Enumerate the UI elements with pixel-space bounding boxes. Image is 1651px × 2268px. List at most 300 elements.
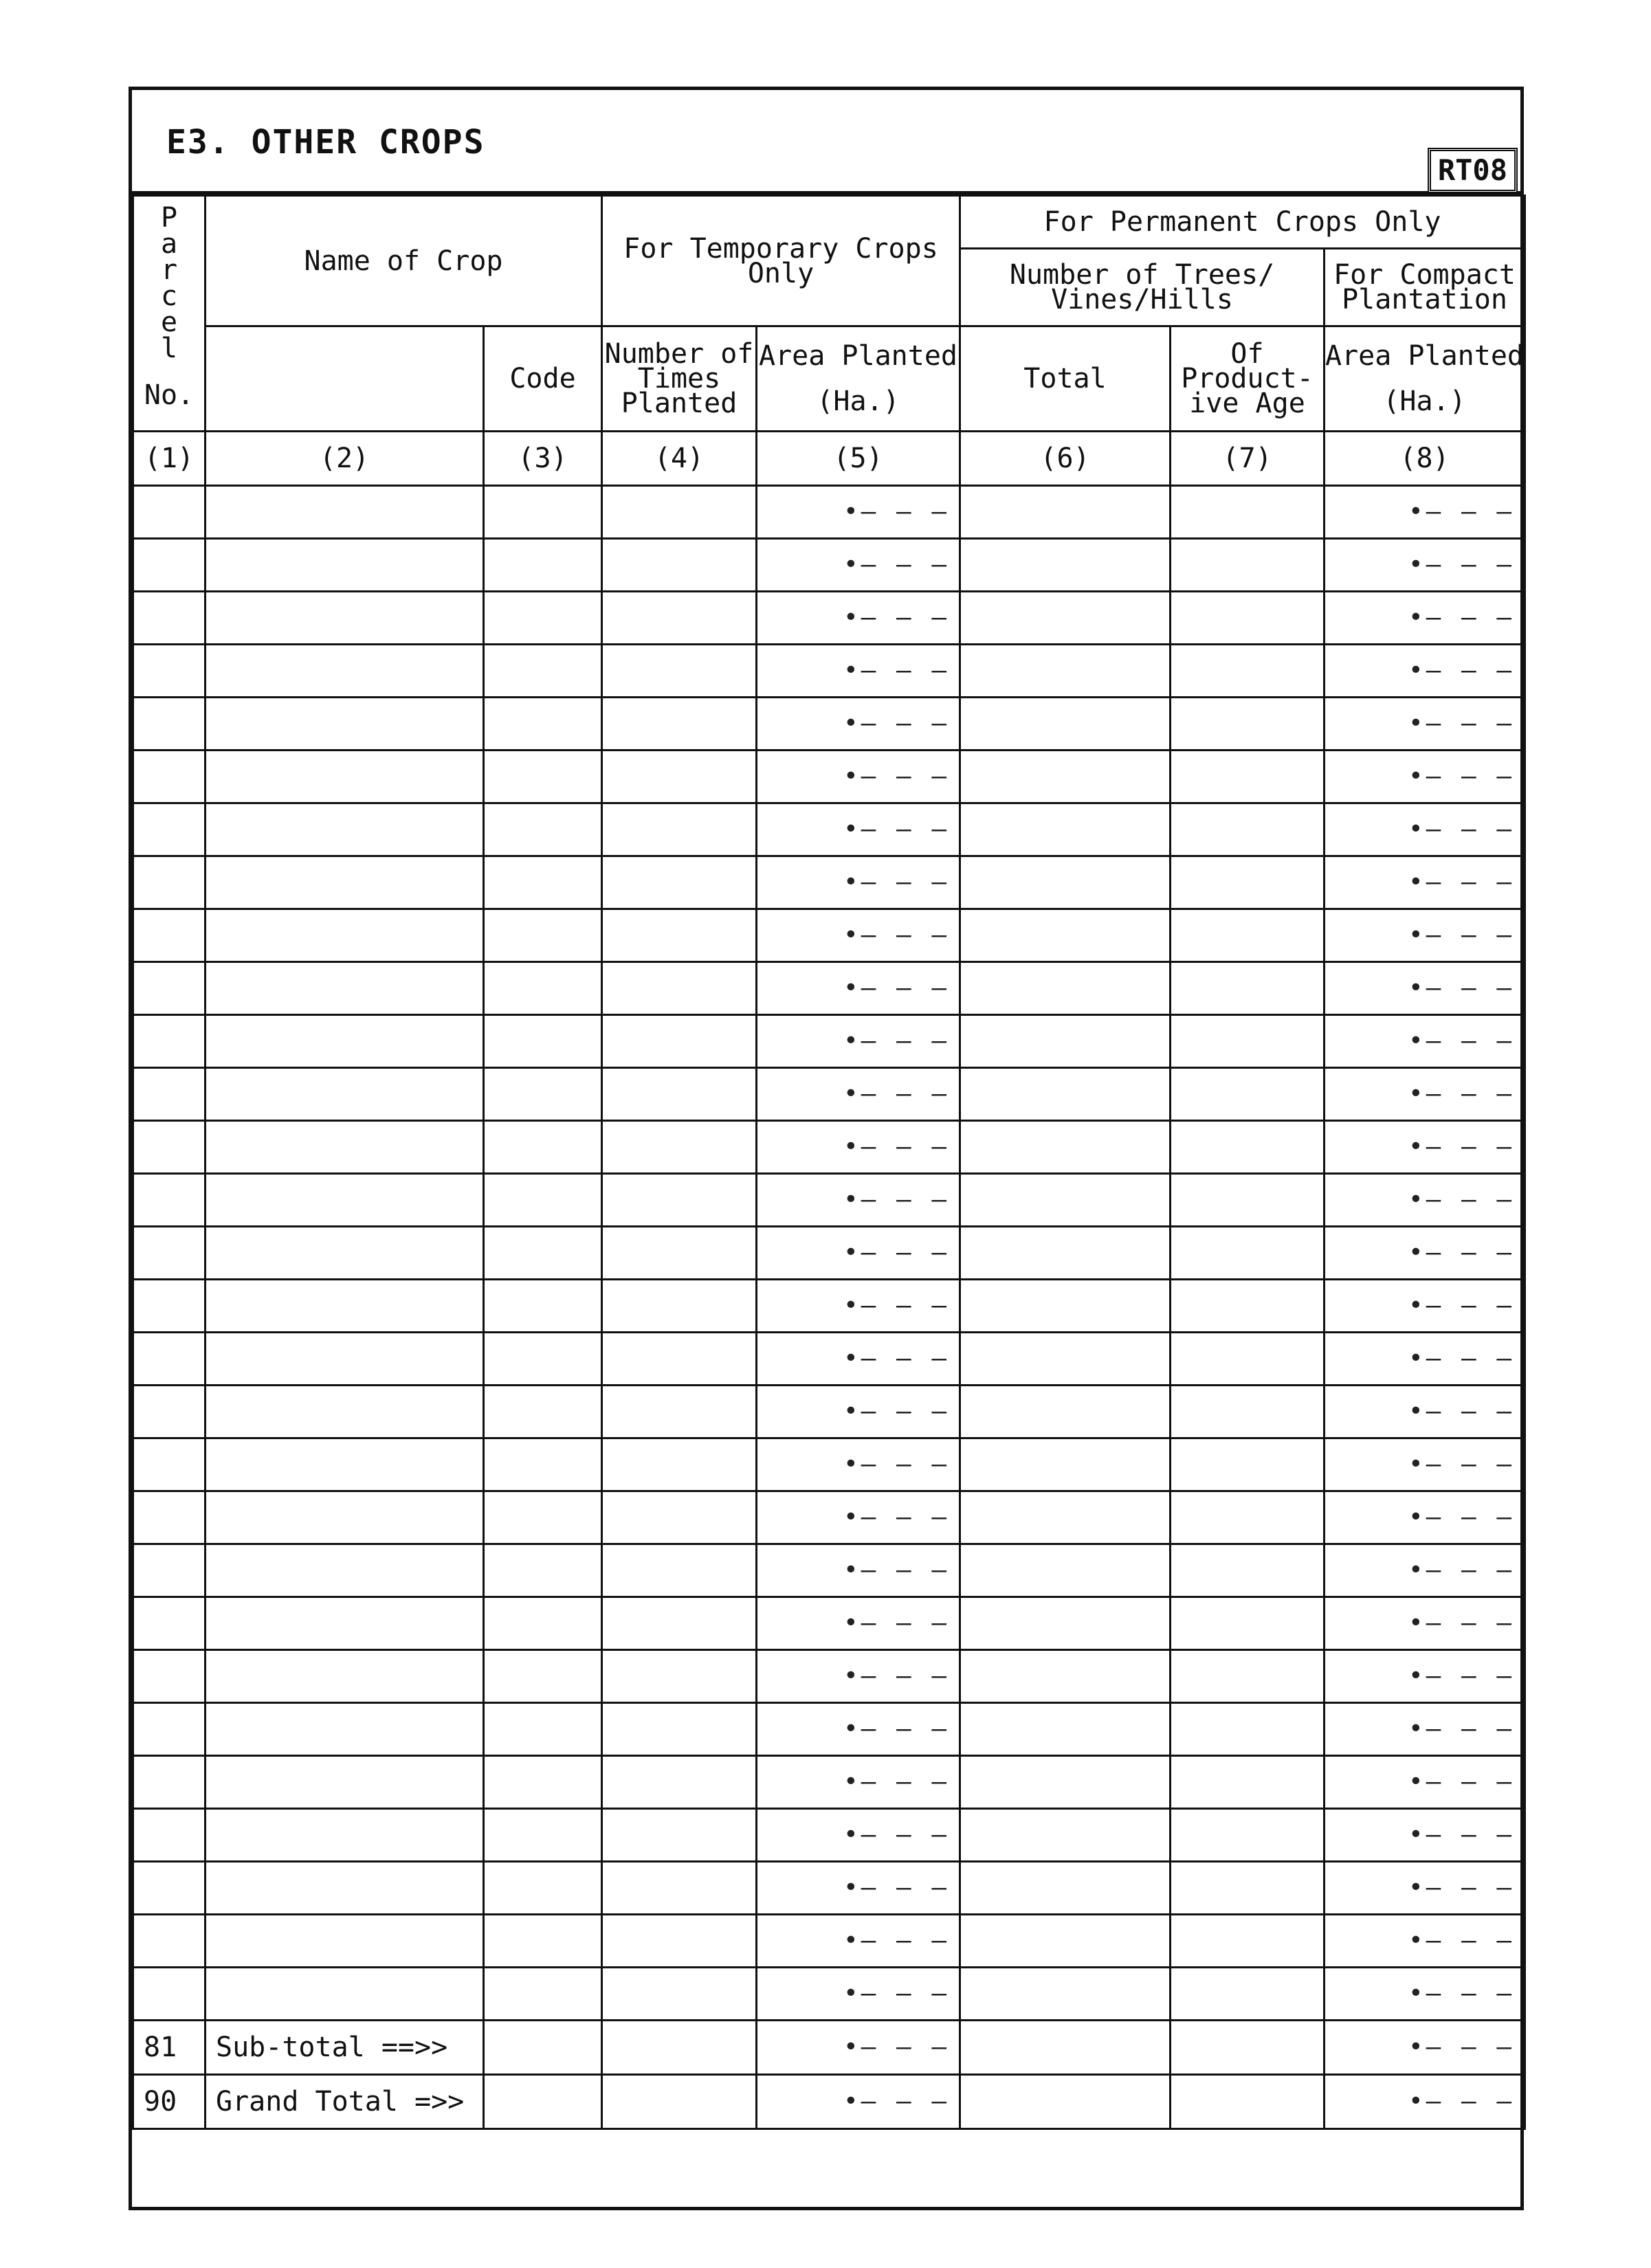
times-planted-cell[interactable]	[602, 962, 757, 1015]
times-planted-cell[interactable]	[602, 909, 757, 962]
area-planted-temp-cell[interactable]	[757, 1756, 960, 1809]
area-planted-temp-cell[interactable]	[757, 1597, 960, 1650]
times-planted-cell[interactable]	[602, 1597, 757, 1650]
decimal-placeholder: •– – –	[1408, 1503, 1515, 1531]
column-number-2: (2)	[206, 432, 484, 486]
productive-age-cell[interactable]	[1171, 1333, 1325, 1386]
times-planted-cell[interactable]	[602, 1333, 757, 1386]
column-number-8: (8)	[1325, 432, 1525, 486]
area-planted-temp-cell[interactable]	[757, 1438, 960, 1491]
decimal-placeholder: •– – –	[1408, 1768, 1515, 1796]
area-planted-compact-cell[interactable]	[1325, 539, 1525, 592]
trees-total-cell[interactable]	[960, 1121, 1171, 1174]
area-planted-compact-cell[interactable]	[1325, 1333, 1525, 1386]
table-row	[133, 856, 1525, 909]
area-planted-temp-cell[interactable]	[757, 856, 960, 909]
trees-total-cell[interactable]	[960, 1650, 1171, 1703]
area-planted-temp-cell[interactable]	[757, 1491, 960, 1544]
decimal-placeholder: •– – –	[843, 2033, 950, 2061]
trees-total-cell[interactable]	[960, 803, 1171, 856]
times-planted-cell[interactable]	[602, 539, 757, 592]
crop-name-cell[interactable]	[206, 1544, 484, 1597]
trees-total-cell[interactable]	[960, 1756, 1171, 1809]
area-planted-temp-cell[interactable]	[757, 1703, 960, 1756]
parcel-letter: l	[160, 333, 178, 364]
crop-code-cell[interactable]	[484, 1174, 602, 1227]
area-planted-compact-cell[interactable]	[1325, 1280, 1525, 1333]
crop-code-cell[interactable]	[484, 803, 602, 856]
area-planted-temp-cell[interactable]	[757, 962, 960, 1015]
area-planted-temp-cell[interactable]	[757, 486, 960, 539]
trees-total-cell[interactable]	[960, 1597, 1171, 1650]
decimal-placeholder: •– – –	[843, 974, 950, 1002]
parcel-no-cell[interactable]	[133, 698, 206, 751]
crop-name-cell[interactable]	[206, 1174, 484, 1227]
area-planted-temp-cell[interactable]	[757, 1968, 960, 2021]
area-planted-compact-cell[interactable]	[1325, 1703, 1525, 1756]
decimal-placeholder: •– – –	[1408, 1133, 1515, 1161]
crop-code-cell[interactable]	[484, 1544, 602, 1597]
area-planted-temp-cell[interactable]	[757, 1386, 960, 1438]
area-planted-compact-cell[interactable]	[1325, 856, 1525, 909]
crop-name-cell[interactable]	[206, 1280, 484, 1333]
temporary-crops-header: For Temporary Crops Only	[602, 196, 960, 326]
crop-name-cell[interactable]	[206, 1121, 484, 1174]
crop-code-cell[interactable]	[484, 962, 602, 1015]
trees-total-cell[interactable]	[960, 909, 1171, 962]
trees-total-cell[interactable]	[960, 1862, 1171, 1915]
area-planted-compact-cell[interactable]	[1325, 592, 1525, 645]
trees-total-cell[interactable]	[960, 1544, 1171, 1597]
parcel-no-cell[interactable]	[133, 1121, 206, 1174]
total-code-cell[interactable]	[484, 2075, 602, 2129]
crop-code-cell[interactable]	[484, 909, 602, 962]
times-planted-cell[interactable]	[602, 1438, 757, 1491]
crop-name-cell[interactable]	[206, 962, 484, 1015]
times-planted-cell[interactable]	[602, 1386, 757, 1438]
total-area-compact-cell[interactable]	[1325, 2075, 1525, 2129]
code-header: Code	[484, 326, 602, 432]
total-productive-cell[interactable]	[1171, 2021, 1325, 2075]
crop-name-cell[interactable]	[206, 1597, 484, 1650]
area-planted-temp-cell[interactable]	[757, 1015, 960, 1068]
times-planted-cell[interactable]	[602, 698, 757, 751]
crop-code-cell[interactable]	[484, 539, 602, 592]
table-row	[133, 909, 1525, 962]
crop-code-cell[interactable]	[484, 1756, 602, 1809]
decimal-placeholder: •– – –	[843, 1715, 950, 1743]
parcel-no-cell[interactable]	[133, 1015, 206, 1068]
productive-age-cell[interactable]	[1171, 1703, 1325, 1756]
crop-code-cell[interactable]	[484, 1438, 602, 1491]
times-planted-cell[interactable]	[602, 1068, 757, 1121]
area-planted-compact-cell[interactable]	[1325, 1544, 1525, 1597]
total-times-cell[interactable]	[602, 2075, 757, 2129]
crop-code-cell[interactable]	[484, 1703, 602, 1756]
parcel-no-cell[interactable]	[133, 803, 206, 856]
trees-total-cell[interactable]	[960, 1174, 1171, 1227]
times-planted-cell[interactable]	[602, 1280, 757, 1333]
total-area-temp-cell[interactable]	[757, 2021, 960, 2075]
area-planted-temp-cell[interactable]	[757, 1650, 960, 1703]
crop-code-cell[interactable]	[484, 1015, 602, 1068]
area-planted-compact-cell[interactable]	[1325, 1015, 1525, 1068]
crop-code-cell[interactable]	[484, 698, 602, 751]
total-productive-cell[interactable]	[1171, 2075, 1325, 2129]
area-planted-compact-cell[interactable]	[1325, 1491, 1525, 1544]
area-planted-temp-cell[interactable]	[757, 1544, 960, 1597]
crop-name-cell[interactable]	[206, 751, 484, 803]
parcel-no-cell[interactable]	[133, 1597, 206, 1650]
crop-name-cell[interactable]	[206, 1809, 484, 1862]
productive-age-cell[interactable]	[1171, 1597, 1325, 1650]
area-planted-compact-cell[interactable]	[1325, 698, 1525, 751]
times-planted-cell[interactable]	[602, 1544, 757, 1597]
trees-total-cell[interactable]	[960, 1915, 1171, 1968]
crop-name-cell[interactable]	[206, 803, 484, 856]
area-planted-temp-cell[interactable]	[757, 1280, 960, 1333]
times-planted-cell[interactable]	[602, 486, 757, 539]
subtotal-row	[133, 2021, 1525, 2075]
times-planted-cell[interactable]	[602, 1915, 757, 1968]
total-trees-cell[interactable]	[960, 2021, 1171, 2075]
parcel-no-cell[interactable]	[133, 1544, 206, 1597]
crop-name-cell[interactable]	[206, 486, 484, 539]
crop-name-cell[interactable]	[206, 592, 484, 645]
crop-code-cell[interactable]	[484, 1809, 602, 1862]
crop-code-cell[interactable]	[484, 1597, 602, 1650]
crop-code-cell[interactable]	[484, 592, 602, 645]
total-trees-cell[interactable]	[960, 2075, 1171, 2129]
table-row	[133, 645, 1525, 698]
decimal-placeholder: •– – –	[843, 709, 950, 737]
area-planted-compact-cell[interactable]	[1325, 1174, 1525, 1227]
crop-name-cell[interactable]	[206, 909, 484, 962]
crop-code-cell[interactable]	[484, 1386, 602, 1438]
column-number-4: (4)	[602, 432, 757, 486]
productive-age-cell[interactable]	[1171, 1068, 1325, 1121]
parcel-no-cell[interactable]	[133, 1650, 206, 1703]
area-planted-temp-cell[interactable]	[757, 1809, 960, 1862]
area-planted-temp-cell[interactable]	[757, 803, 960, 856]
trees-total-cell[interactable]	[960, 1015, 1171, 1068]
trees-total-cell[interactable]	[960, 962, 1171, 1015]
crop-name-cell[interactable]	[206, 1068, 484, 1121]
crop-code-cell[interactable]	[484, 751, 602, 803]
column-number-6: (6)	[960, 432, 1171, 486]
parcel-no-cell[interactable]	[133, 1491, 206, 1544]
crop-code-cell[interactable]	[484, 1227, 602, 1280]
parcel-no-cell[interactable]	[133, 1756, 206, 1809]
parcel-no-cell[interactable]	[133, 751, 206, 803]
decimal-placeholder: •– – –	[843, 1662, 950, 1690]
crop-code-cell[interactable]	[484, 1121, 602, 1174]
total-area-compact-cell[interactable]	[1325, 2021, 1525, 2075]
parcel-no-header	[133, 196, 206, 432]
decimal-placeholder: •– – –	[843, 1503, 950, 1531]
productive-age-cell[interactable]	[1171, 1968, 1325, 2021]
parcel-no-cell[interactable]	[133, 539, 206, 592]
times-planted-cell[interactable]	[602, 1121, 757, 1174]
productive-age-cell[interactable]	[1171, 1544, 1325, 1597]
productive-age-cell[interactable]	[1171, 486, 1325, 539]
total-code-cell[interactable]	[484, 2021, 602, 2075]
decimal-placeholder: •– – –	[1408, 603, 1515, 632]
times-planted-cell[interactable]	[602, 1174, 757, 1227]
area-unit-5: (Ha.)	[817, 386, 900, 417]
crop-code-cell[interactable]	[484, 1068, 602, 1121]
parcel-no-cell[interactable]	[133, 856, 206, 909]
times-planted-cell[interactable]	[602, 803, 757, 856]
times-planted-cell[interactable]	[602, 592, 757, 645]
decimal-placeholder: •– – –	[843, 1609, 950, 1637]
crop-code-cell[interactable]	[484, 486, 602, 539]
parcel-no-cell[interactable]	[133, 1333, 206, 1386]
parcel-no-label: No.	[144, 379, 195, 411]
total-times-cell[interactable]	[602, 2021, 757, 2075]
times-planted-cell[interactable]	[602, 1227, 757, 1280]
crop-code-cell[interactable]	[484, 1491, 602, 1544]
area-planted-compact-cell[interactable]	[1325, 1809, 1525, 1862]
crop-name-cell[interactable]	[206, 1015, 484, 1068]
trees-total-cell[interactable]	[960, 1227, 1171, 1280]
trees-total-cell[interactable]	[960, 1280, 1171, 1333]
table-row	[133, 1968, 1525, 2021]
trees-total-cell[interactable]	[960, 1968, 1171, 2021]
total-area-temp-cell[interactable]	[757, 2075, 960, 2129]
trees-total-cell[interactable]	[960, 856, 1171, 909]
decimal-placeholder: •– – –	[843, 1344, 950, 1372]
decimal-placeholder: •– – –	[1408, 1926, 1515, 1955]
section-title: E3. OTHER CROPS	[166, 123, 485, 162]
productive-age-cell[interactable]	[1171, 698, 1325, 751]
parcel-no-cell[interactable]	[133, 486, 206, 539]
parcel-letter: e	[160, 307, 178, 338]
column-number-1: (1)	[133, 432, 206, 486]
area-planted-temp-cell[interactable]	[757, 698, 960, 751]
decimal-placeholder: •– – –	[1408, 1609, 1515, 1637]
crop-name-cell[interactable]	[206, 1650, 484, 1703]
trees-total-cell[interactable]	[960, 1809, 1171, 1862]
trees-total-cell[interactable]	[960, 539, 1171, 592]
decimal-placeholder: •– – –	[843, 762, 950, 790]
crop-name-cell[interactable]	[206, 698, 484, 751]
crop-name-cell[interactable]	[206, 1227, 484, 1280]
crop-code-cell[interactable]	[484, 645, 602, 698]
productive-age-cell[interactable]	[1171, 1386, 1325, 1438]
decimal-placeholder: •– – –	[1408, 1662, 1515, 1690]
decimal-placeholder: •– – –	[1408, 1450, 1515, 1478]
times-planted-cell[interactable]	[602, 645, 757, 698]
crop-code-cell[interactable]	[484, 1968, 602, 2021]
table-row	[133, 539, 1525, 592]
crop-name-cell[interactable]	[206, 1491, 484, 1544]
productive-age-cell[interactable]	[1171, 856, 1325, 909]
times-planted-cell[interactable]	[602, 1756, 757, 1809]
crop-name-cell[interactable]	[206, 1756, 484, 1809]
total-label: Grand Total =>>	[206, 2075, 484, 2129]
crop-name-cell[interactable]	[206, 1915, 484, 1968]
productive-age-cell[interactable]	[1171, 1121, 1325, 1174]
productive-age-header: Of Product- ive Age	[1171, 326, 1325, 432]
crop-code-cell[interactable]	[484, 1333, 602, 1386]
table-row	[133, 1491, 1525, 1544]
decimal-placeholder: •– – –	[843, 1979, 950, 2008]
trees-total-cell[interactable]	[960, 1333, 1171, 1386]
productive-age-cell[interactable]	[1171, 645, 1325, 698]
area-planted-temp-cell[interactable]	[757, 751, 960, 803]
area-planted-temp-cell[interactable]	[757, 909, 960, 962]
decimal-placeholder: •– – –	[1408, 1238, 1515, 1267]
area-planted-compact-cell[interactable]	[1325, 1968, 1525, 2021]
decimal-placeholder: •– – –	[843, 1291, 950, 1320]
area-planted-temp-cell[interactable]	[757, 1915, 960, 1968]
area-planted-compact-cell[interactable]	[1325, 1068, 1525, 1121]
decimal-placeholder: •– – –	[1408, 1027, 1515, 1055]
times-planted-cell[interactable]	[602, 751, 757, 803]
area-planted-compact-cell[interactable]	[1325, 1597, 1525, 1650]
times-planted-cell[interactable]	[602, 1809, 757, 1862]
crop-name-cell[interactable]	[206, 1333, 484, 1386]
trees-total-cell[interactable]	[960, 1438, 1171, 1491]
area-planted-compact-cell[interactable]	[1325, 1438, 1525, 1491]
productive-age-cell[interactable]	[1171, 1756, 1325, 1809]
productive-age-cell[interactable]	[1171, 1174, 1325, 1227]
decimal-placeholder: •– – –	[843, 1874, 950, 1902]
crop-name-cell[interactable]	[206, 1968, 484, 2021]
area-planted-compact-cell[interactable]	[1325, 1650, 1525, 1703]
table-row	[133, 1650, 1525, 1703]
productive-age-cell[interactable]	[1171, 909, 1325, 962]
times-planted-cell[interactable]	[602, 856, 757, 909]
area-planted-5-label: Area Planted	[759, 340, 957, 372]
productive-age-cell[interactable]	[1171, 1438, 1325, 1491]
crop-name-cell[interactable]	[206, 856, 484, 909]
area-planted-temp-cell[interactable]	[757, 1227, 960, 1280]
times-planted-cell[interactable]	[602, 1968, 757, 2021]
productive-age-cell[interactable]	[1171, 1650, 1325, 1703]
times-planted-cell[interactable]	[602, 1015, 757, 1068]
trees-total-cell[interactable]	[960, 698, 1171, 751]
parcel-no-cell[interactable]	[133, 1227, 206, 1280]
parcel-no-cell[interactable]	[133, 1968, 206, 2021]
crop-name-cell[interactable]	[206, 645, 484, 698]
area-planted-compact-cell[interactable]	[1325, 1915, 1525, 1968]
area-planted-temp-cell[interactable]	[757, 1068, 960, 1121]
trees-total-cell[interactable]	[960, 1703, 1171, 1756]
crop-name-cell[interactable]	[206, 539, 484, 592]
area-planted-compact-cell[interactable]	[1325, 645, 1525, 698]
parcel-no-cell[interactable]	[133, 645, 206, 698]
area-planted-compact-cell[interactable]	[1325, 1121, 1525, 1174]
productive-age-cell[interactable]	[1171, 1809, 1325, 1862]
area-planted-compact-cell[interactable]	[1325, 962, 1525, 1015]
area-planted-compact-cell[interactable]	[1325, 1862, 1525, 1915]
decimal-placeholder: •– – –	[843, 1556, 950, 1584]
decimal-placeholder: •– – –	[1408, 2033, 1515, 2061]
productive-age-cell[interactable]	[1171, 962, 1325, 1015]
parcel-no-cell[interactable]	[133, 1809, 206, 1862]
productive-age-cell[interactable]	[1171, 1491, 1325, 1544]
area-planted-compact-cell[interactable]	[1325, 1227, 1525, 1280]
decimal-placeholder: •– – –	[843, 1238, 950, 1267]
parcel-no-cell[interactable]	[133, 909, 206, 962]
decimal-placeholder: •– – –	[1408, 656, 1515, 685]
area-planted-temp-cell[interactable]	[757, 1121, 960, 1174]
area-planted-compact-cell[interactable]	[1325, 803, 1525, 856]
parcel-no-cell[interactable]	[133, 1862, 206, 1915]
area-planted-compact-cell[interactable]	[1325, 909, 1525, 962]
area-planted-temp-cell[interactable]	[757, 1862, 960, 1915]
parcel-no-cell[interactable]	[133, 592, 206, 645]
productive-age-cell[interactable]	[1171, 1227, 1325, 1280]
trees-total-cell[interactable]	[960, 645, 1171, 698]
productive-age-cell[interactable]	[1171, 803, 1325, 856]
area-planted-compact-cell[interactable]	[1325, 1386, 1525, 1438]
times-planted-cell[interactable]	[602, 1862, 757, 1915]
area-planted-temp-cell[interactable]	[757, 539, 960, 592]
parcel-no-cell[interactable]	[133, 962, 206, 1015]
decimal-placeholder: •– – –	[1408, 709, 1515, 737]
times-planted-cell[interactable]	[602, 1491, 757, 1544]
table-row	[133, 1174, 1525, 1227]
decimal-placeholder: •– – –	[843, 1186, 950, 1214]
crop-name-cell[interactable]	[206, 1438, 484, 1491]
parcel-no-cell[interactable]	[133, 1174, 206, 1227]
parcel-no-cell[interactable]	[133, 1386, 206, 1438]
productive-age-cell[interactable]	[1171, 1015, 1325, 1068]
area-planted-compact-cell[interactable]	[1325, 1756, 1525, 1809]
productive-age-cell[interactable]	[1171, 751, 1325, 803]
area-planted-temp-cell[interactable]	[757, 592, 960, 645]
crop-code-cell[interactable]	[484, 1280, 602, 1333]
area-planted-temp-cell[interactable]	[757, 645, 960, 698]
trees-total-cell[interactable]	[960, 486, 1171, 539]
productive-age-cell[interactable]	[1171, 1280, 1325, 1333]
productive-age-cell[interactable]	[1171, 539, 1325, 592]
crop-code-cell[interactable]	[484, 856, 602, 909]
area-planted-compact-cell[interactable]	[1325, 486, 1525, 539]
area-planted-temp-cell[interactable]	[757, 1174, 960, 1227]
crop-code-cell[interactable]	[484, 1915, 602, 1968]
trees-total-cell[interactable]	[960, 1068, 1171, 1121]
crop-name-cell[interactable]	[206, 1862, 484, 1915]
crop-code-cell[interactable]	[484, 1862, 602, 1915]
times-planted-cell[interactable]	[602, 1650, 757, 1703]
times-planted-cell[interactable]	[602, 1703, 757, 1756]
parcel-no-cell[interactable]	[133, 1280, 206, 1333]
area-planted-compact-cell[interactable]	[1325, 751, 1525, 803]
parcel-no-cell[interactable]	[133, 1438, 206, 1491]
area-planted-temp-cell[interactable]	[757, 1333, 960, 1386]
crop-name-cell[interactable]	[206, 1703, 484, 1756]
trees-total-cell[interactable]	[960, 751, 1171, 803]
name-of-crop-header: Name of Crop	[206, 196, 602, 326]
trees-total-cell[interactable]	[960, 1386, 1171, 1438]
crop-name-cell[interactable]	[206, 1386, 484, 1438]
table-row	[133, 698, 1525, 751]
trees-total-cell[interactable]	[960, 592, 1171, 645]
trees-total-cell[interactable]	[960, 1491, 1171, 1544]
productive-age-cell[interactable]	[1171, 1862, 1325, 1915]
parcel-no-cell[interactable]	[133, 1915, 206, 1968]
productive-age-cell[interactable]	[1171, 592, 1325, 645]
parcel-no-cell[interactable]	[133, 1068, 206, 1121]
productive-age-cell[interactable]	[1171, 1915, 1325, 1968]
parcel-no-cell[interactable]	[133, 1703, 206, 1756]
crop-code-cell[interactable]	[484, 1650, 602, 1703]
decimal-placeholder: •– – –	[843, 603, 950, 632]
